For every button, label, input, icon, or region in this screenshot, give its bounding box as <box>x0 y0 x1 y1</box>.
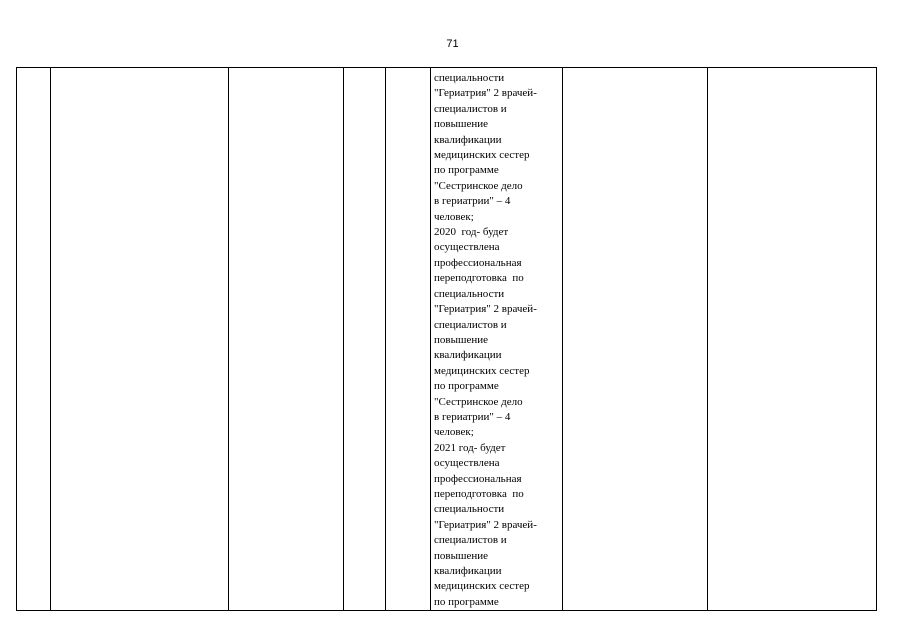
table-row <box>17 68 877 611</box>
table-cell-name <box>51 68 229 611</box>
table-cell-number <box>17 68 51 611</box>
table-cell-notes <box>708 68 877 611</box>
table-cell-start <box>344 68 386 611</box>
document-table <box>16 67 877 611</box>
result-text: специальности "Гериатрия" 2 врачей- специалистов и повышение квалификации медицинских сестер по программе "Сестринское дело в гериатрии" – 4 человек; 2020 год- будет осуществлена профессиональная переподготовка по специальности "Гериатрия" 2 врачей- специалистов и повышение квалификации медицинских сестер по программе "Сестринское дело в гериатрии" – 4 человек; 2021 год- будет осуществлена профессиональная переподготовка по специальности "Гериатрия" 2 врачей- специалистов и повышение квалификации медицинских сестер по программе <box>434 72 537 608</box>
table-cell-executor <box>229 68 344 611</box>
page-number: 71 <box>446 38 459 50</box>
table-cell-result <box>431 68 563 611</box>
table-cell-end <box>386 68 431 611</box>
table-cell-indicator <box>563 68 708 611</box>
